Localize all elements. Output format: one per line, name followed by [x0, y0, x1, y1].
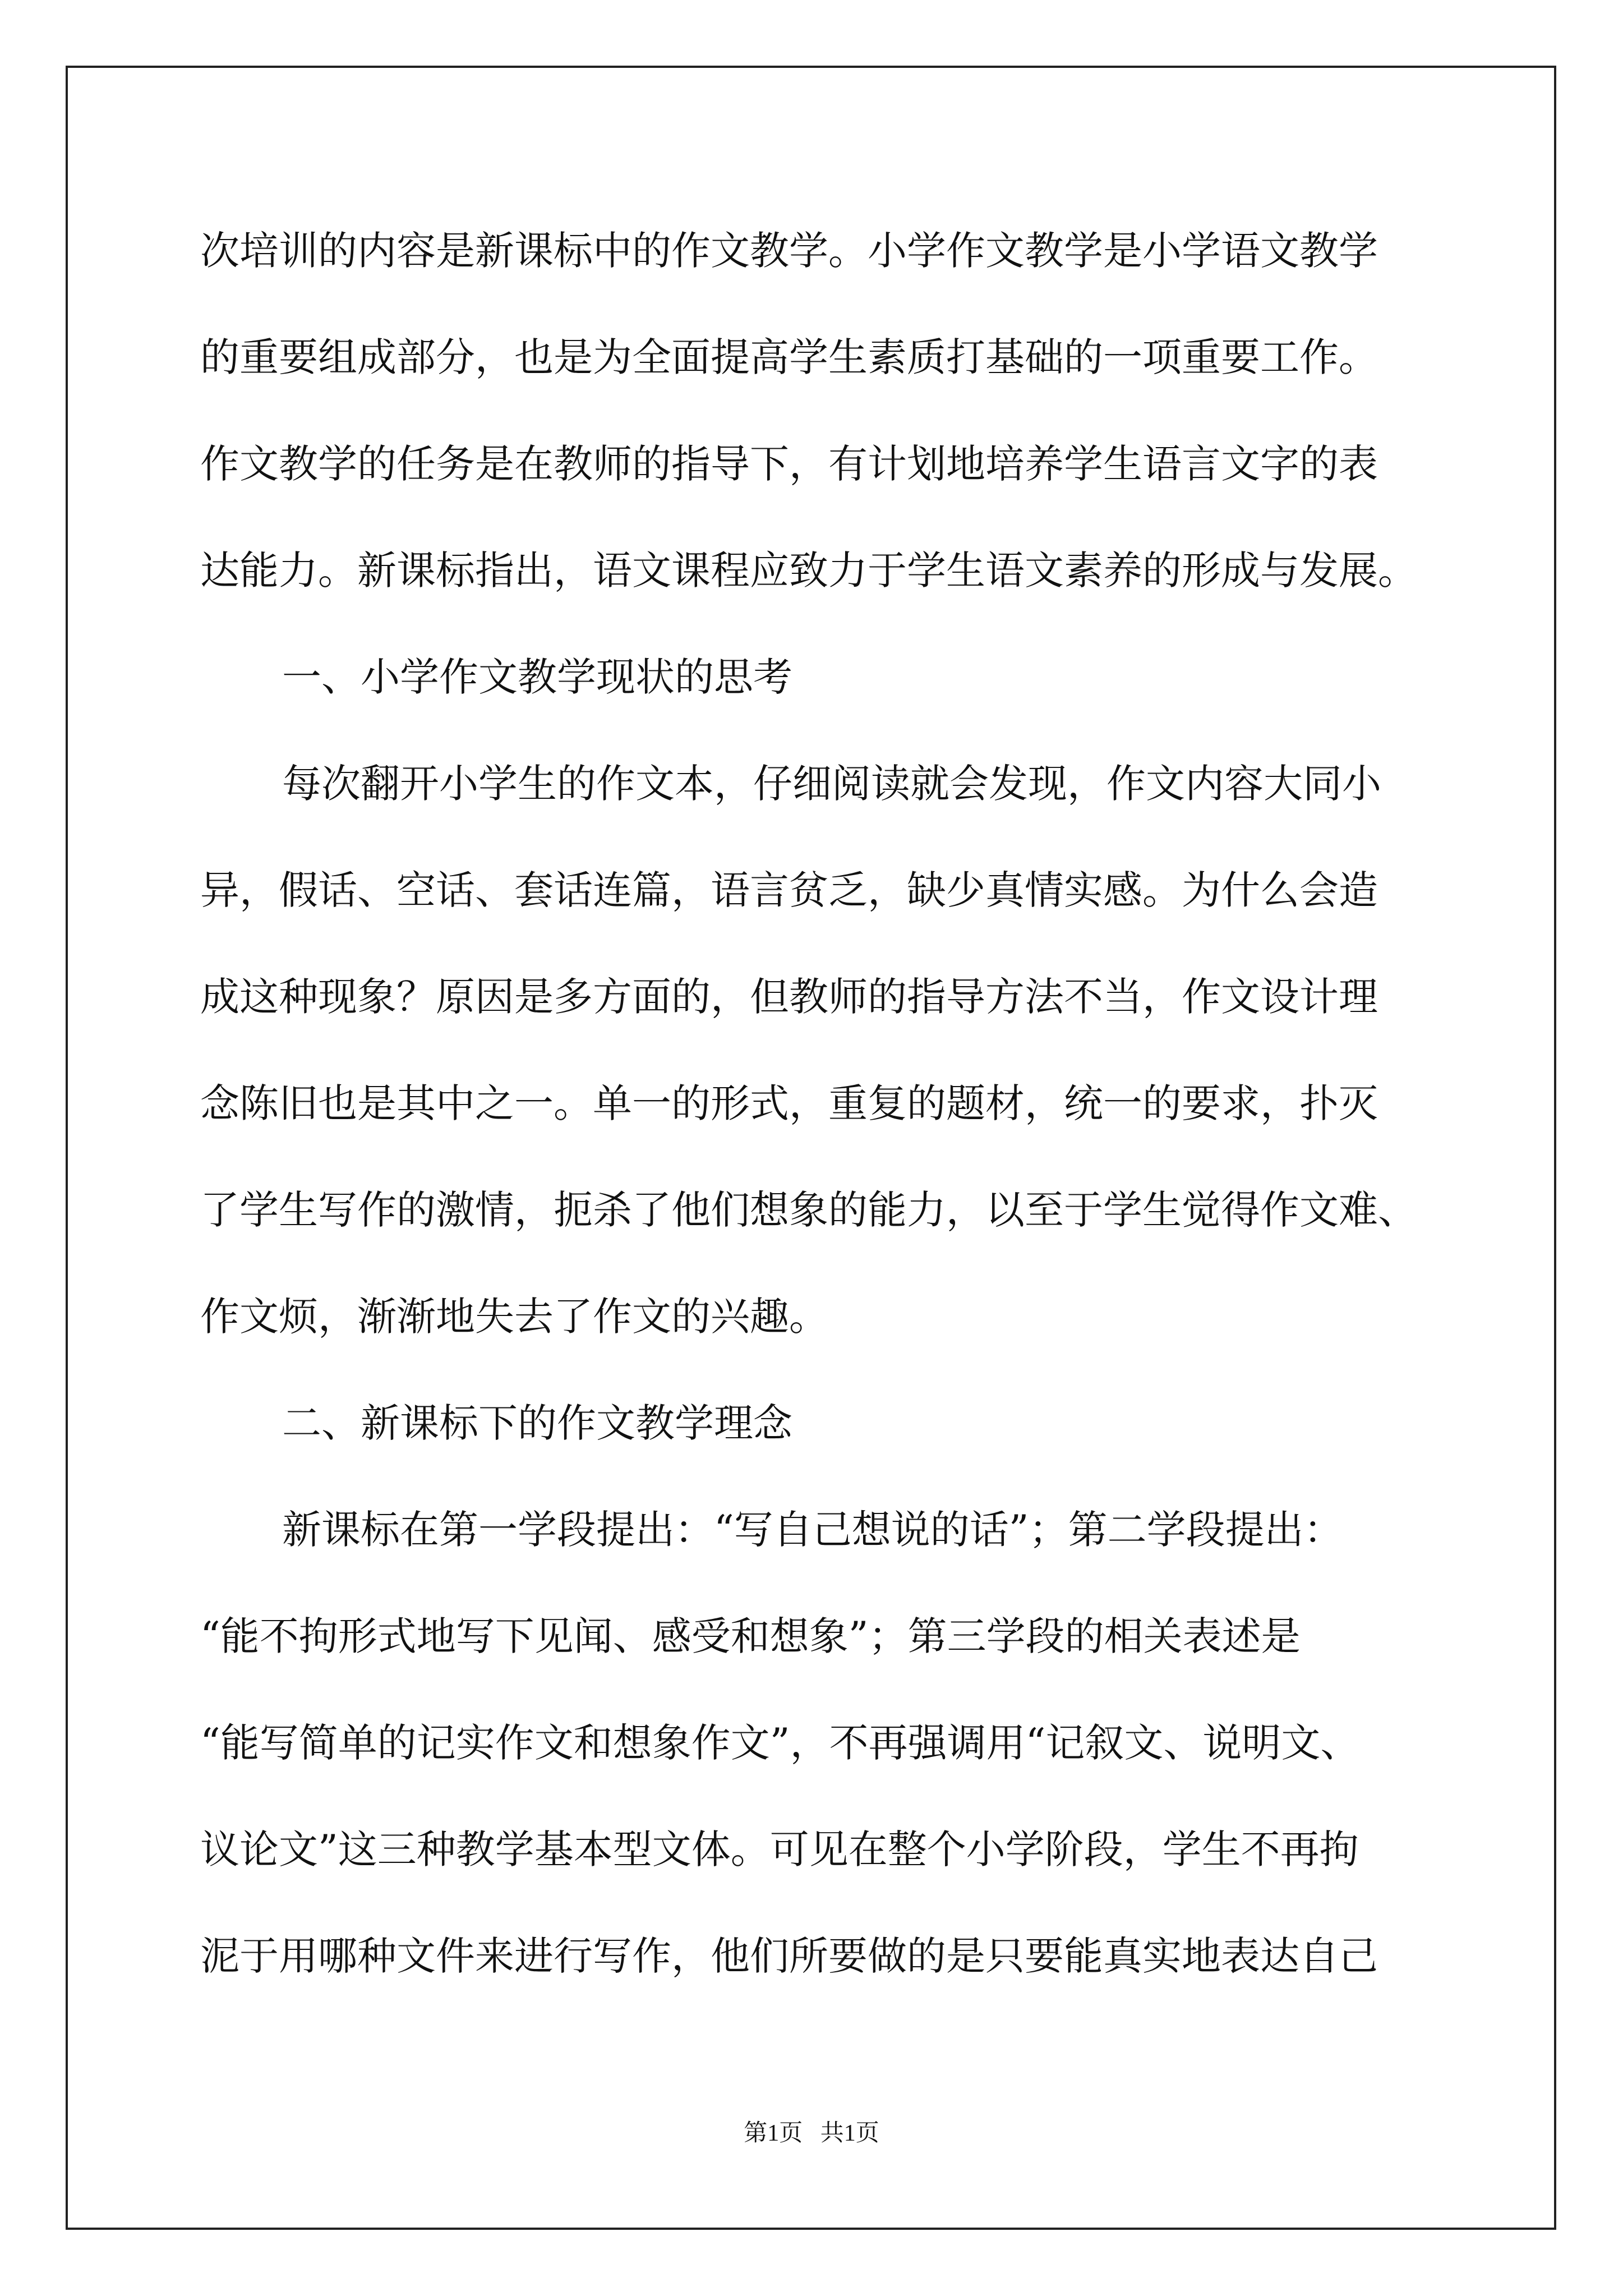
paragraph-line: “能写简单的记实作文和想象作文”，不再强调用“记叙文、说明文、 [200, 1720, 1360, 1766]
paragraph-line: 达能力。新课标指出，语文课程应致力于学生语文素养的形成与发展。 [200, 547, 1417, 593]
paragraph-line: 议论文”这三种教学基本型文体。可见在整个小学阶段，学生不再拘 [200, 1826, 1359, 1872]
section-heading: 二、新课标下的作文教学理念 [282, 1400, 792, 1446]
paragraph-line: 新课标在第一学段提出：“写自己想说的话”；第二学段提出： [282, 1507, 1343, 1553]
paragraph-line: 了学生写作的激情，扼杀了他们想象的能力，以至于学生觉得作文难、 [200, 1187, 1417, 1233]
section-heading: 一、小学作文教学现状的思考 [282, 654, 792, 700]
paragraph-line: 泥于用哪种文件来进行写作，他们所要做的是只要能真实地表达自己 [200, 1933, 1378, 1979]
paragraph-line: 成这种现象？原因是多方面的，但教师的指导方法不当，作文设计理 [200, 974, 1378, 1020]
page-number-footer: 第1页 共1页 [744, 2120, 879, 2146]
page-border [66, 66, 1556, 2230]
paragraph-line: 念陈旧也是其中之一。单一的形式，重复的题材，统一的要求，扑灭 [200, 1080, 1378, 1126]
paragraph-line: 异，假话、空话、套话连篇，语言贫乏，缺少真情实感。为什么会造 [200, 867, 1378, 913]
paragraph-line: 的重要组成部分，也是为全面提高学生素质打基础的一项重要工作。 [200, 334, 1378, 380]
paragraph-line: 每次翻开小学生的作文本，仔细阅读就会发现，作文内容大同小 [282, 761, 1381, 807]
paragraph-line: 作文烦，渐渐地失去了作文的兴趣。 [200, 1294, 828, 1340]
paragraph-line: 次培训的内容是新课标中的作文教学。小学作文教学是小学语文教学 [200, 228, 1378, 274]
paragraph-line: 作文教学的任务是在教师的指导下，有计划地培养学生语言文字的表 [200, 441, 1378, 487]
paragraph-line: “能不拘形式地写下见闻、感受和想象”；第三学段的相关表述是 [200, 1613, 1301, 1659]
